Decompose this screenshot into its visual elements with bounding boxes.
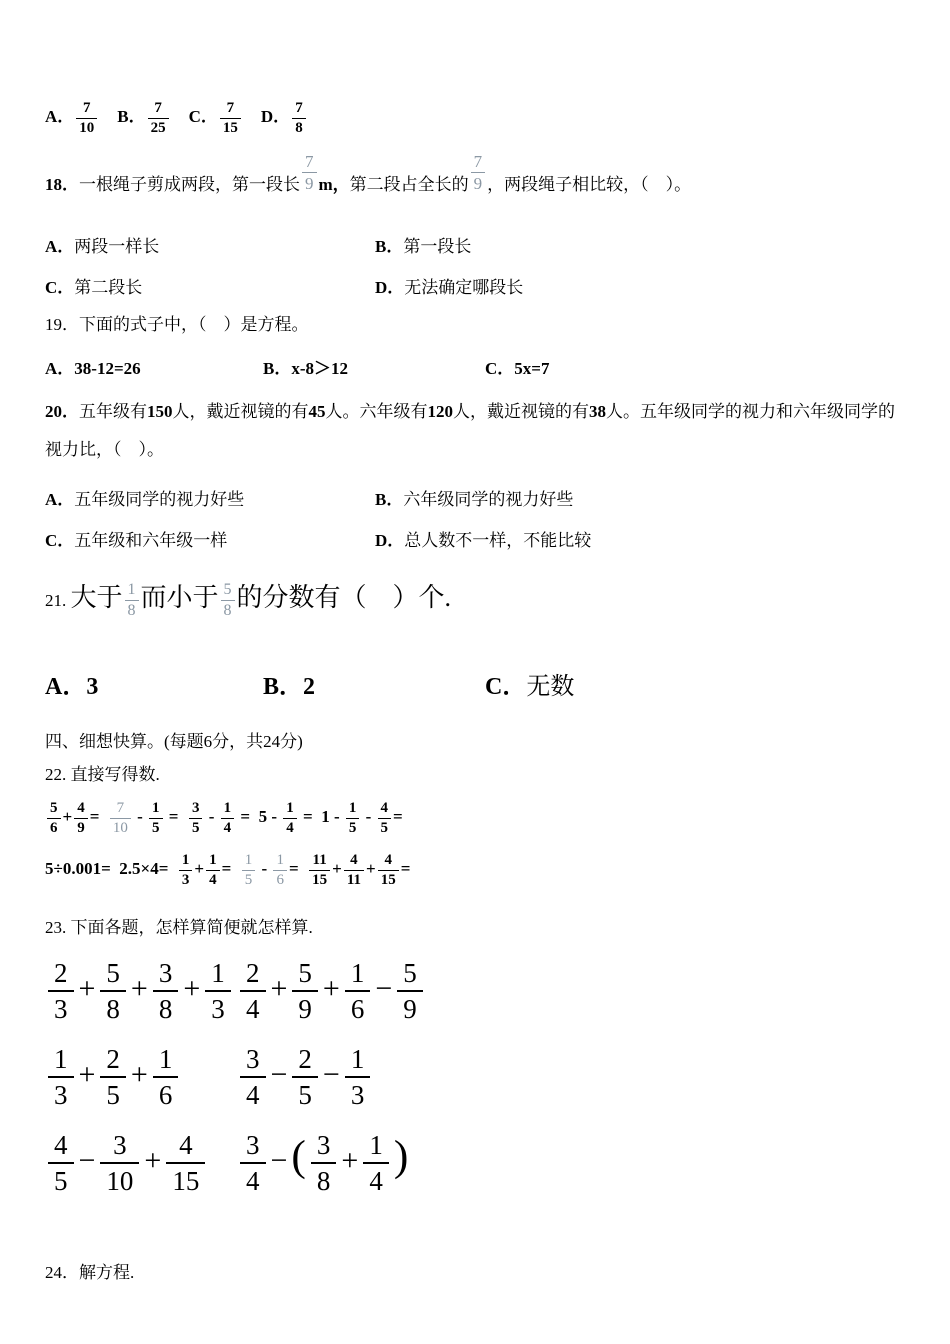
math-text: 20．	[45, 402, 79, 422]
fraction: $\frac{3}{4}$	[240, 1130, 266, 1196]
fraction: $\frac{1}{3}$	[48, 1044, 74, 1110]
fraction: $\frac{3}{4}$	[240, 1044, 266, 1110]
question-20	[45, 393, 905, 551]
math-text: 5÷0.001= 2.5×4=	[45, 859, 177, 879]
math-text: +	[194, 859, 205, 879]
q23-expression-1-left	[45, 958, 237, 1024]
question-22-label: 22. 直接写得数.	[45, 765, 160, 785]
question-17-options	[45, 100, 905, 137]
option-text: 五年级和六年级一样	[74, 531, 228, 551]
option-19a	[45, 354, 263, 379]
option-text: 六年级同学的视力好些	[403, 490, 574, 510]
fraction: $\frac{1}{4}$	[283, 800, 297, 837]
option-label: D．	[375, 278, 405, 298]
question-22-row-1	[45, 797, 905, 837]
math-text: =	[221, 859, 240, 879]
fraction: $\frac{5}{8}$	[100, 958, 126, 1024]
option-text: 无数	[526, 674, 575, 701]
fraction: $\frac{1}{4}$	[221, 800, 235, 837]
option-text: 五年级同学的视力好些	[74, 490, 245, 510]
q23-expression-3-right	[237, 1130, 410, 1196]
math-text: −	[78, 1144, 96, 1178]
fraction: $\frac{5}{8}$	[221, 581, 235, 620]
option-label: C．	[45, 531, 75, 551]
fraction: $\frac{7}{10}$	[76, 100, 97, 137]
math-text: +	[78, 972, 96, 1006]
fraction: $\frac{7}{15}$	[220, 100, 241, 137]
fraction: $\frac{7}{8}$	[292, 100, 306, 137]
math-text: D．	[260, 107, 291, 127]
fraction: $\frac{5}{6}$	[47, 800, 61, 837]
option-label: D．	[375, 531, 405, 551]
q23-expression-1-right	[237, 958, 426, 1024]
q23-expression-2-left	[45, 1044, 237, 1110]
fraction: $\frac{2}{3}$	[48, 958, 74, 1024]
fraction: $\frac{4}{15}$	[378, 852, 399, 889]
math-text: = 5 -	[236, 807, 282, 827]
math-text: −	[270, 1144, 288, 1178]
math-text: =	[393, 807, 403, 827]
option-text: 5x=7	[514, 359, 550, 379]
question-19	[45, 312, 905, 379]
option-label: C．	[45, 278, 75, 298]
question-22	[45, 760, 905, 889]
option-label: B．	[375, 490, 404, 510]
fraction: $\frac{3}{8}$	[153, 958, 179, 1024]
question-20-stem	[45, 393, 905, 469]
option-label: A．	[45, 674, 87, 701]
math-text: +	[62, 807, 73, 827]
option-18c	[45, 273, 375, 298]
math-text: 五年级有	[79, 402, 147, 422]
fraction: $\frac{1}{6}$	[345, 958, 371, 1024]
math-text: 的分数有（ ）个.	[236, 583, 452, 613]
option-20d	[375, 526, 905, 551]
fraction: $\frac{4}{5}$	[378, 800, 392, 837]
math-text: 18．	[45, 174, 79, 194]
fraction: $\frac{11}{15}$	[309, 852, 330, 889]
option-text: 无法确定哪段长	[404, 278, 524, 298]
option-20a	[45, 485, 375, 510]
section-4-title: 四、细想快算。(每题6分，共24分)	[45, 732, 303, 752]
question-23	[45, 913, 905, 1196]
math-text: -	[132, 807, 148, 827]
q23-expression-row-1	[45, 958, 905, 1024]
option-21c	[485, 666, 905, 701]
math-text: =	[400, 859, 411, 879]
option-21a	[45, 666, 263, 701]
option-text: 2	[303, 674, 316, 701]
option-19b	[263, 354, 485, 379]
q23-expression-3-left	[45, 1130, 237, 1196]
math-text: +	[366, 859, 376, 879]
fraction: $\frac{1}{6}$	[273, 852, 287, 889]
math-text: 38	[589, 402, 606, 422]
option-text: 两段一样长	[74, 237, 160, 257]
fraction: $\frac{1}{5}$	[346, 800, 360, 837]
question-19-options	[45, 354, 905, 379]
question-21-stem	[45, 575, 905, 624]
option-label: C．	[485, 359, 515, 379]
math-text: 150	[147, 402, 173, 422]
fraction: $\frac{7}{9}$	[471, 152, 486, 193]
q23-expression-row-3	[45, 1130, 905, 1196]
option-20b	[375, 485, 905, 510]
fraction: $\frac{2}{5}$	[100, 1044, 126, 1110]
math-text: +	[332, 859, 342, 879]
fraction: $\frac{4}{5}$	[48, 1130, 74, 1196]
question-18-options	[45, 232, 905, 298]
question-18-stem	[45, 152, 905, 207]
math-text: C．	[188, 107, 218, 127]
option-19c	[485, 354, 905, 379]
math-text: (	[291, 1132, 306, 1181]
question-23-label: 23. 下面各题，怎样算简便就怎样算.	[45, 918, 313, 938]
fraction: $\frac{4}{11}$	[344, 852, 364, 889]
option-label: B．	[263, 674, 304, 701]
option-20c	[45, 526, 375, 551]
fraction: $\frac{2}{5}$	[292, 1044, 318, 1110]
q23-expression-2-right	[237, 1044, 373, 1110]
math-text: 人，戴近视镜的有	[453, 402, 589, 422]
option-label: A．	[45, 490, 75, 510]
math-text: B．	[117, 107, 146, 127]
fraction: $\frac{1}{5}$	[149, 800, 163, 837]
option-label: A．	[45, 237, 75, 257]
math-text: 第二段占全长的	[349, 174, 469, 194]
option-18d	[375, 273, 905, 298]
option-18a	[45, 232, 375, 257]
math-text: = 1 -	[298, 807, 344, 827]
option-text: 38-12=26	[74, 359, 141, 379]
question-22-row-2	[45, 849, 905, 889]
math-text: 人。五年级同学的视力和六年级同学的视力比，（ ）。	[45, 402, 895, 460]
fraction: $\frac{1}{5}$	[242, 852, 256, 889]
math-text: =	[288, 859, 308, 879]
fraction: $\frac{1}{3}$	[179, 852, 193, 889]
math-text: 大于	[70, 583, 123, 613]
math-text: −	[322, 1058, 340, 1092]
fraction: $\frac{1}{3}$	[205, 958, 231, 1024]
option-text: x-8＞12	[291, 359, 349, 379]
option-21b	[263, 666, 485, 701]
math-text: -	[204, 807, 219, 827]
math-text: +	[341, 1144, 359, 1178]
math-text: 一根绳子剪成两段，第一段长	[79, 174, 300, 194]
math-text: -	[361, 807, 376, 827]
question-24-label: 24．解方程.	[45, 1263, 135, 1283]
fraction: $\frac{1}{8}$	[125, 581, 139, 620]
math-text: =	[89, 807, 108, 827]
option-text: 第一段长	[403, 237, 472, 257]
math-text: 而小于	[140, 583, 219, 613]
math-text: m，	[318, 174, 350, 194]
question-18	[45, 152, 905, 299]
question-19-stem: 19．下面的式子中，（ ）是方程。	[45, 315, 309, 335]
option-label: B．	[375, 237, 404, 257]
math-text: ，两段绳子相比较，（ ）。	[487, 174, 692, 194]
math-text: −	[375, 972, 393, 1006]
math-text: 21.	[45, 591, 71, 611]
option-text: 3	[86, 674, 99, 701]
fraction: $\frac{1}{6}$	[153, 1044, 179, 1110]
option-text: 第二段长	[74, 278, 143, 298]
option-label: A．	[45, 359, 75, 379]
fraction: $\frac{7}{10}$	[110, 800, 131, 837]
math-text: 人。六年级有	[325, 402, 428, 422]
option-label: B．	[263, 359, 292, 379]
fraction: $\frac{1}{4}$	[206, 852, 220, 889]
math-text: +	[78, 1058, 96, 1092]
math-text: 120	[427, 402, 453, 422]
math-text: A．	[45, 107, 75, 127]
fraction: $\frac{4}{15}$	[166, 1130, 205, 1196]
fraction: $\frac{3}{10}$	[100, 1130, 139, 1196]
fraction: $\frac{1}{4}$	[363, 1130, 389, 1196]
fraction: $\frac{4}{9}$	[74, 800, 88, 837]
fraction: $\frac{3}{5}$	[189, 800, 203, 837]
fraction: $\frac{7}{25}$	[148, 100, 169, 137]
fraction: $\frac{3}{8}$	[311, 1130, 337, 1196]
question-21	[45, 575, 905, 701]
option-18b	[375, 232, 905, 257]
math-text: +	[130, 972, 148, 1006]
math-text: =	[164, 807, 187, 827]
question-21-options	[45, 666, 905, 701]
math-text: +	[270, 972, 288, 1006]
math-text: 人，戴近视镜的有	[172, 402, 309, 422]
fraction: $\frac{1}{3}$	[345, 1044, 371, 1110]
fraction: $\frac{5}{9}$	[397, 958, 423, 1024]
math-text: +	[322, 972, 340, 1006]
fraction: $\frac{7}{9}$	[302, 152, 317, 193]
math-text: -	[257, 859, 272, 879]
fraction: $\frac{5}{9}$	[292, 958, 318, 1024]
math-text: +	[144, 1144, 162, 1178]
math-text: +	[130, 1058, 148, 1092]
option-label: C．	[485, 674, 527, 701]
option-text: 总人数不一样，不能比较	[404, 531, 592, 551]
question-20-options	[45, 485, 905, 551]
math-text: +	[183, 972, 201, 1006]
q23-expression-row-2	[45, 1044, 905, 1110]
math-text: −	[270, 1058, 288, 1092]
math-text: 45	[308, 402, 326, 422]
fraction: $\frac{2}{4}$	[240, 958, 266, 1024]
math-text: )	[393, 1132, 409, 1181]
